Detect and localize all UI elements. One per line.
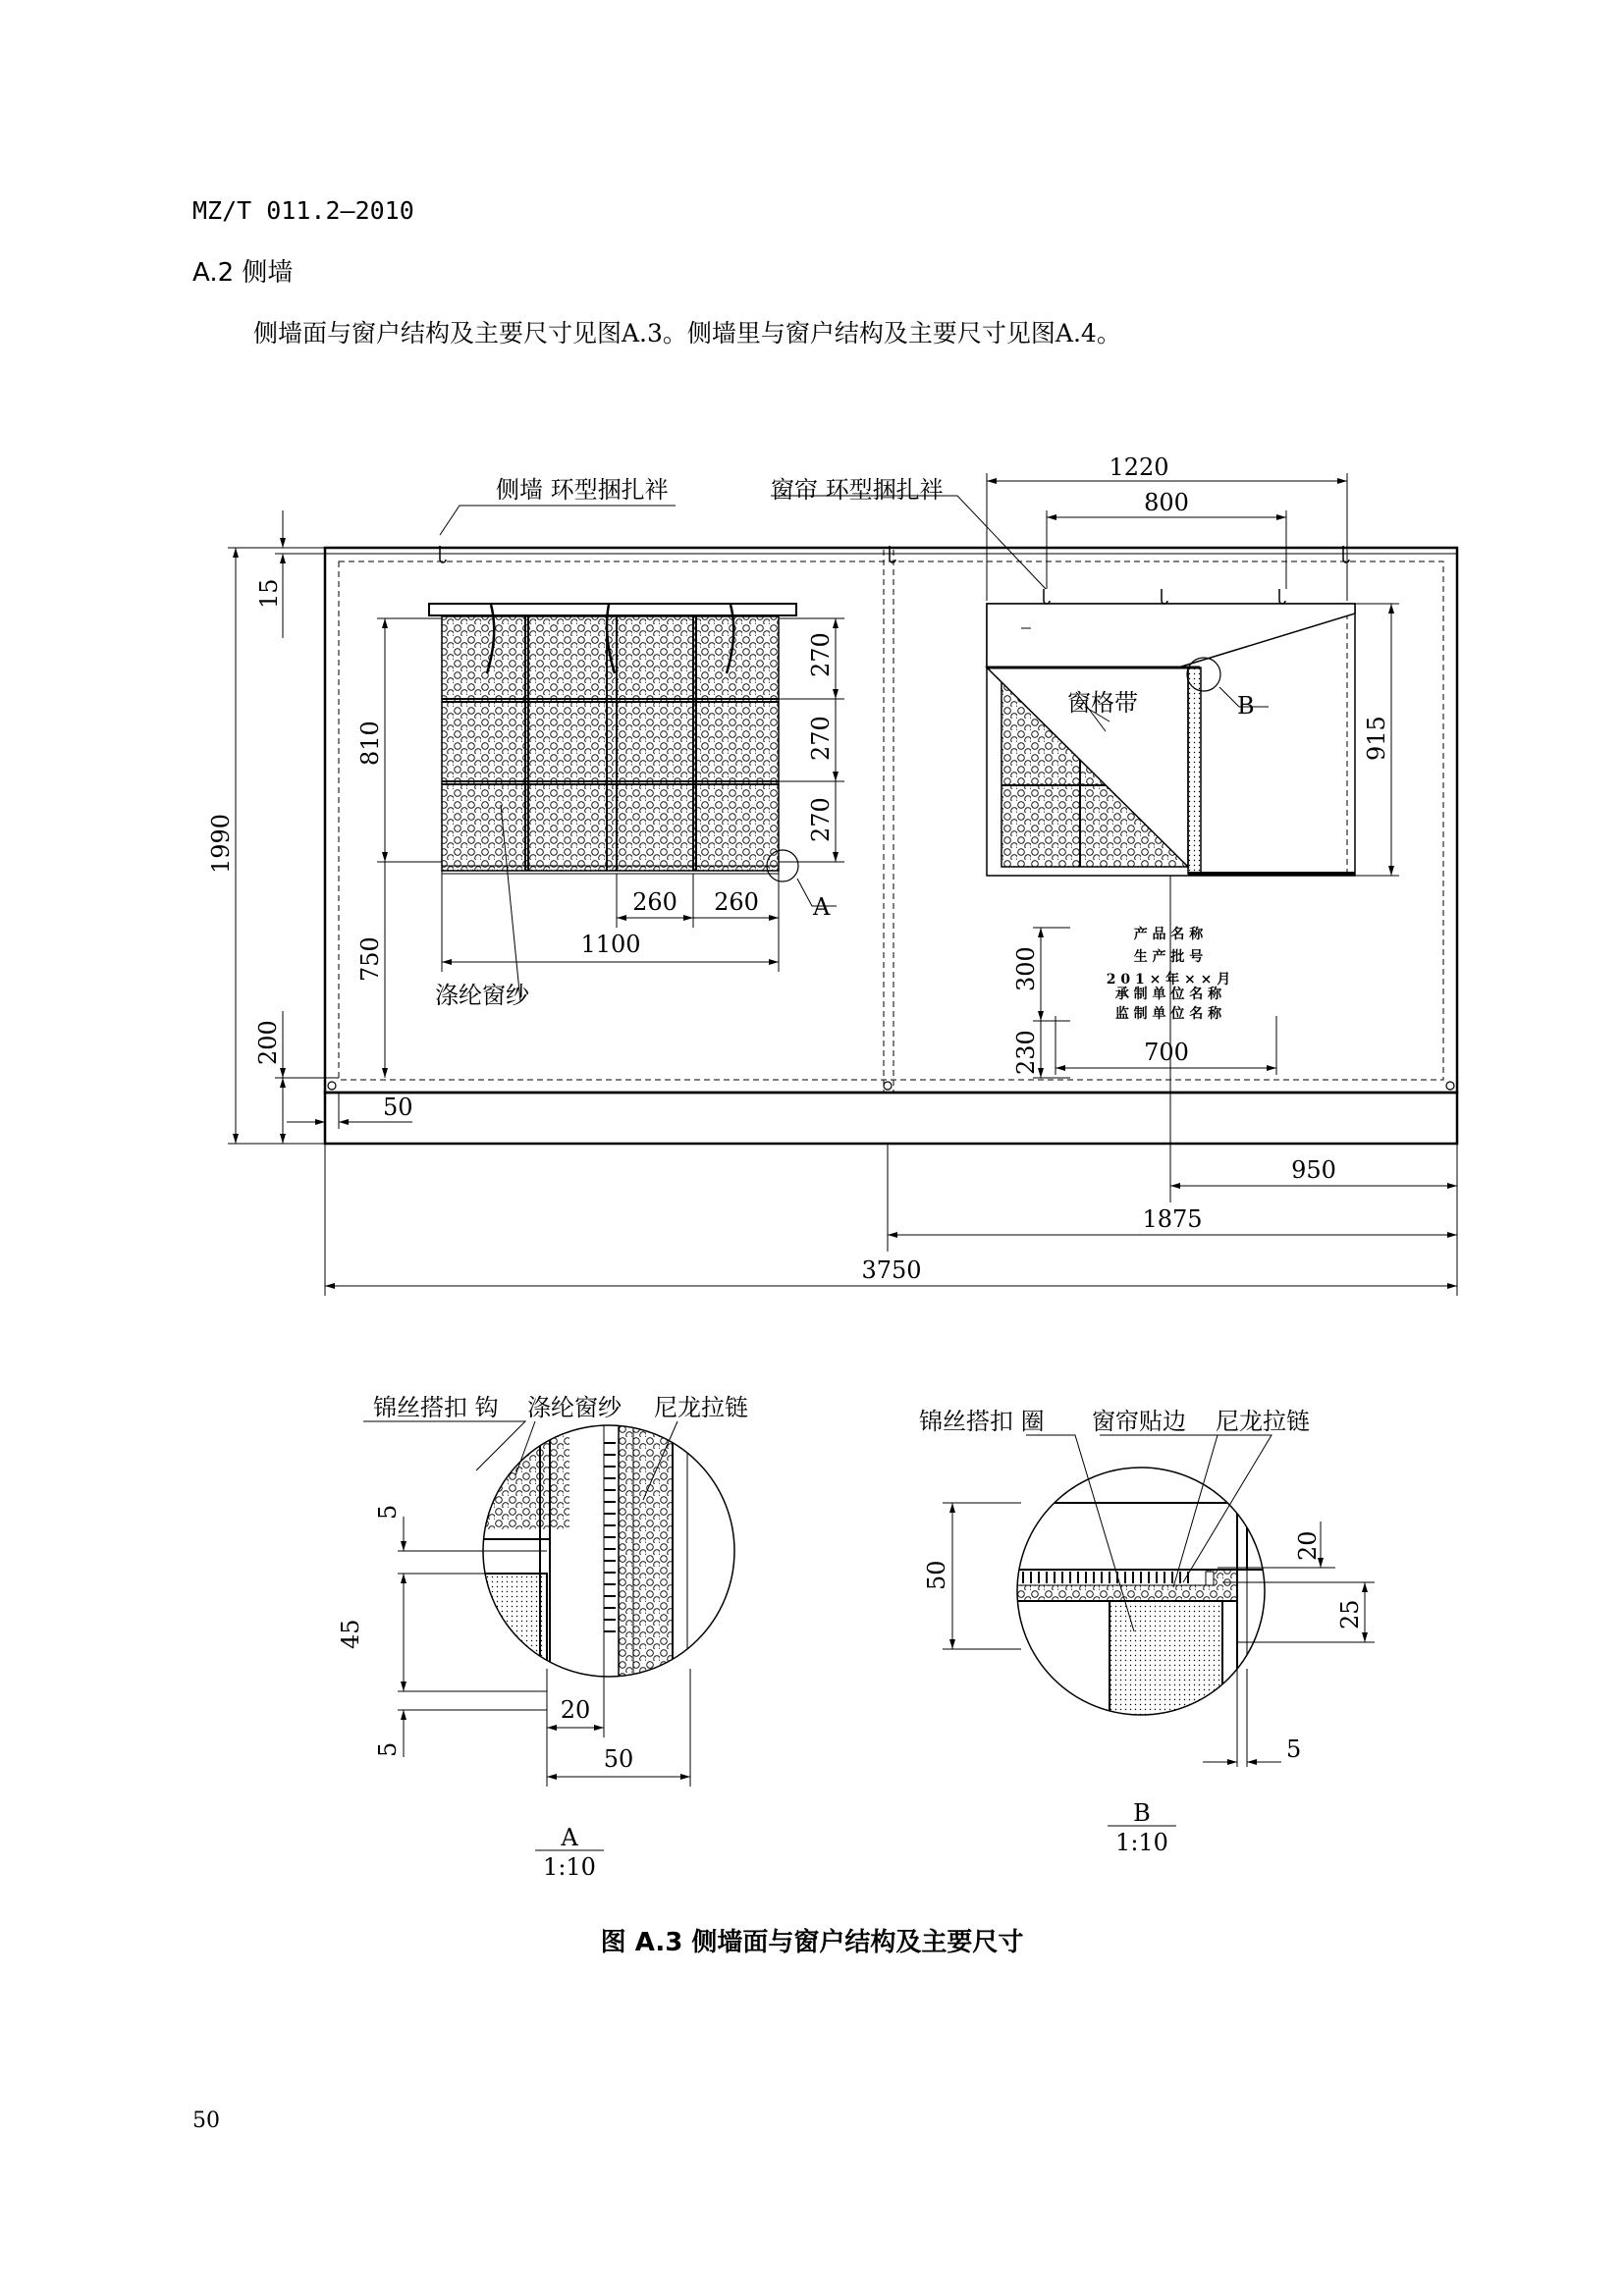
label-window-strip: 窗格带 [1067,689,1138,717]
right-window [987,589,1355,876]
label-detail-b: B [1237,692,1255,720]
detail-a-scale-name: A [561,1824,578,1851]
dim-50: 50 [383,1094,413,1121]
detail-b-label-nylon-zipper: 尼龙拉链 [1216,1408,1310,1435]
detail-a-label-nylon-zipper: 尼龙拉链 [654,1394,748,1421]
standard-number: MZ/T 011.2—2010 [192,196,414,225]
dim-260-right: 260 [714,888,759,916]
detail-b-label-velcro-loop: 锦丝搭扣 圈 [919,1408,1045,1435]
dim-1100: 1100 [580,931,641,958]
dim-1220: 1220 [1109,454,1169,481]
detail-a-dim-5-bottom: 5 [374,1741,402,1757]
dimension-lines [228,473,1457,1296]
detail-b-dim-5: 5 [1286,1735,1302,1763]
nameplate [1107,926,1231,1022]
label-side-wall-ring-tie: 侧墙 环型捆扎袢 [496,476,669,504]
left-window [429,604,798,881]
detail-a-dim-45: 45 [337,1619,364,1649]
nameplate-line-1: 产 品 名 称 [1133,927,1204,942]
dim-810: 810 [356,721,384,766]
label-detail-a: A [813,893,831,921]
dim-800: 800 [1144,489,1189,516]
label-curtain-ring-tie: 窗帘 环型捆扎袢 [771,476,944,504]
detail-b [919,1408,1375,1856]
detail-b-dim-50: 50 [923,1560,950,1590]
nameplate-line-2: 生 产 批 号 [1133,949,1204,965]
dim-3750: 3750 [861,1256,922,1284]
detail-b-dim-25: 25 [1336,1599,1364,1629]
dim-950: 950 [1291,1156,1336,1184]
nameplate-line-4: 承 制 单 位 名 称 [1114,987,1222,1002]
detail-a-scale-ratio: 1:10 [543,1853,596,1881]
dim-230: 230 [1012,1030,1040,1075]
detail-a [337,1394,748,1881]
detail-a-label-velcro-hook: 锦丝搭扣 钩 [373,1394,499,1421]
dim-270-bot: 270 [807,797,835,842]
detail-a-label-polyester-screen: 涤纶窗纱 [527,1394,622,1421]
figure-caption: 图 A.3 侧墙面与窗户结构及主要尺寸 [600,1928,1024,1957]
dim-1875: 1875 [1142,1205,1203,1233]
dim-1990: 1990 [207,813,235,874]
detail-b-scale-ratio: 1:10 [1115,1829,1168,1856]
label-polyester-screen: 涤纶窗纱 [435,982,529,1009]
detail-b-dim-20: 20 [1294,1530,1322,1561]
nameplate-line-5: 监 制 单 位 名 称 [1114,1006,1222,1022]
dim-270-top: 270 [807,632,835,677]
dim-15: 15 [255,578,283,609]
section-title: A.2 侧墙 [192,258,294,288]
detail-a-dim-20: 20 [560,1696,591,1724]
detail-b-label-curtain-edge: 窗帘贴边 [1092,1408,1186,1435]
detail-a-dim-50: 50 [603,1745,634,1773]
nameplate-line-3: 2 0 1 × 年 × × 月 [1106,972,1231,988]
dim-270-mid: 270 [807,716,835,761]
dim-750: 750 [356,936,384,982]
dim-260-left: 260 [632,888,677,916]
dim-700: 700 [1144,1039,1189,1066]
body-paragraph: 侧墙面与窗户结构及主要尺寸见图A.3。侧墙里与窗户结构及主要尺寸见图A.4。 [253,319,1121,347]
dim-200: 200 [254,1020,282,1065]
dim-915: 915 [1363,716,1390,761]
dim-300: 300 [1012,946,1040,991]
detail-a-dim-5-top: 5 [374,1504,402,1520]
detail-b-scale-name: B [1133,1799,1151,1827]
page-number: 50 [192,2109,220,2133]
